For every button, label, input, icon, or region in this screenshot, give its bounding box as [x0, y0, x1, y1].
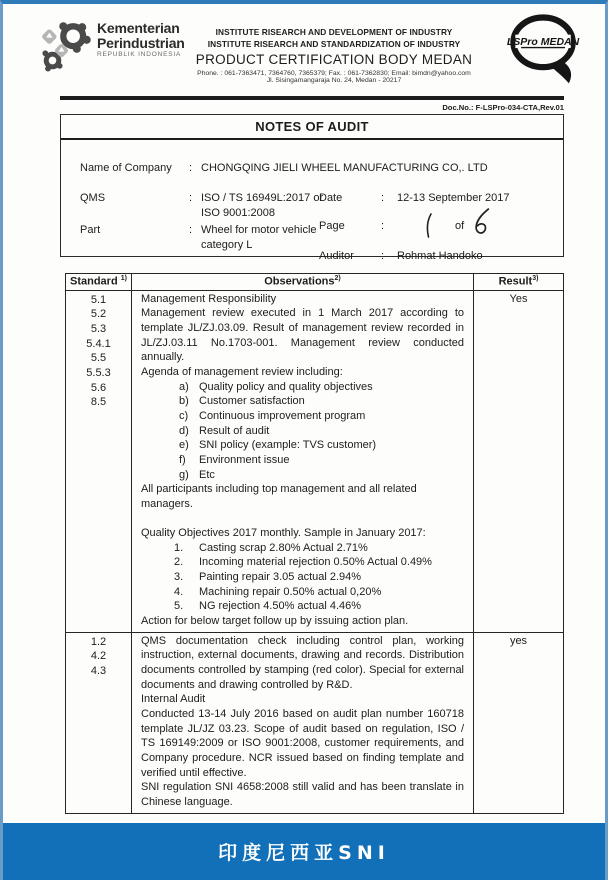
list-item-text: Customer satisfaction	[199, 395, 305, 408]
standard-list	[66, 633, 131, 679]
observation-paragraph: SNI regulation SNI 4658:2008 still valid and has been translate in Chinese language.	[141, 781, 464, 808]
standard-number: 5.4.1	[86, 337, 111, 350]
result-cell	[474, 633, 563, 813]
header-divider	[60, 96, 564, 100]
audit-form	[61, 140, 563, 262]
result-header-text: Result	[498, 275, 533, 288]
standard-number: 1.2	[90, 635, 107, 648]
result-header-footnote: 3)	[532, 275, 539, 282]
result-value: yes	[509, 634, 528, 647]
list-item-text: Painting repair 3.05 actual 2.94%	[199, 571, 362, 584]
audit-table-body	[66, 291, 563, 813]
institute-title-block	[173, 26, 495, 84]
standard-cell	[66, 291, 132, 632]
letterhead	[3, 4, 605, 96]
auditor-colon: :	[381, 250, 385, 262]
observation-spacer	[141, 512, 464, 527]
observation-paragraph: Management review executed in 1 March 2017 according to template JL/ZJ.03.09. Result of management review recorded in JL/ZJ.03.11 No.1703-001. Management review conducted annually.	[141, 307, 464, 364]
standard-number: 4.3	[90, 665, 107, 678]
observations-header-text: Observations	[264, 275, 335, 288]
standard-header-text: Standard	[70, 275, 118, 288]
observation-list-item	[141, 409, 464, 424]
handwritten-page-total	[470, 205, 491, 239]
observation-paragraph: Action for below target follow up by issuing action plan.	[141, 615, 409, 628]
part-value-line2: category L	[201, 239, 253, 251]
list-item-text: Continuous improvement program	[199, 409, 366, 422]
list-marker: d)	[179, 424, 189, 437]
observation-paragraph: All participants including top management and all related managers.	[141, 483, 417, 510]
qms-colon: :	[189, 192, 193, 204]
standard-number: 5.6	[90, 381, 107, 394]
standard-number: 8.5	[90, 396, 107, 409]
observation-list-item	[141, 468, 464, 483]
observations-cell	[132, 291, 474, 632]
list-item-text: Incoming material rejection 0.50% Actual 0.49%	[199, 556, 432, 569]
ministry-gears-logo-icon	[39, 18, 93, 76]
standard-column-header	[66, 274, 132, 290]
observation-list-item	[141, 570, 464, 585]
result-cell	[474, 291, 563, 632]
standard-number: 4.2	[90, 650, 107, 663]
list-marker: 3.	[174, 571, 184, 584]
company-value: CHONGQING JIELI WHEEL MANUFACTURING CO,. LTD	[201, 162, 488, 174]
audit-table	[65, 273, 564, 814]
observation-list-item	[141, 541, 464, 556]
list-item-text: Result of audit	[199, 424, 270, 437]
ministry-name-line1: Kementerian	[97, 20, 180, 36]
part-label: Part	[80, 224, 101, 236]
page-label: Page	[319, 220, 345, 232]
standard-cell	[66, 633, 132, 813]
observation-paragraph: Conducted 13-14 July 2016 based on audit plan number 160718 template JL/JZ 03.23. Scope of audit based on regulation, ISO / TS 169149:2009 or ISO 9001:2008, customer requirements, and Company procedure. NCR issued based on finding template and verified until effective.	[141, 708, 464, 779]
qms-value-line2: ISO 9001:2008	[201, 207, 276, 219]
observation-list-item	[141, 380, 464, 395]
standard-list	[66, 291, 131, 410]
observation-list-item	[141, 438, 464, 453]
bottom-banner	[3, 823, 605, 880]
date-label: Date	[319, 192, 343, 204]
standard-number: 5.2	[90, 308, 107, 321]
list-item-text: Etc	[199, 468, 215, 481]
lspro-medan-stamp-icon	[501, 10, 587, 88]
standard-header-footnote: 1)	[120, 275, 127, 282]
part-colon: :	[189, 224, 193, 236]
list-item-text: Machining repair 0.50% actual 0,20%	[199, 585, 382, 598]
stamp-text: LSPro MEDAN	[506, 36, 580, 49]
observation-list-item	[141, 555, 464, 570]
observation-list-item	[141, 599, 464, 614]
date-colon: :	[381, 192, 385, 204]
list-marker: 5.	[174, 600, 184, 613]
qms-value-line1: ISO / TS 16949L:2017 or	[201, 192, 324, 204]
list-marker: b)	[179, 395, 189, 408]
qms-label: QMS	[80, 192, 106, 204]
observation-paragraph: Internal Audit	[141, 693, 206, 706]
result-value: Yes	[509, 292, 528, 305]
observations-cell	[132, 633, 474, 813]
observation-list-item	[141, 424, 464, 439]
result-column-header	[474, 274, 563, 290]
standard-number: 5.1	[90, 293, 107, 306]
list-item-text: Environment issue	[199, 453, 290, 466]
standard-number: 5.5	[90, 352, 107, 365]
observation-paragraph: QMS documentation check including control plan, working instruction, external documents, drawing and records. Distribution documents controlled by stamping (red color). Special for external documents and drawing controlled by R&D.	[141, 634, 464, 691]
banner-text: 印度尼西亚SNI	[218, 842, 390, 864]
list-item-text: Quality policy and quality objectives	[199, 380, 373, 393]
doc-number: Doc.No.: F-LSPro-034-CTA,Rev.01	[442, 103, 564, 112]
table-row	[66, 291, 563, 633]
observation-paragraph: Management Responsibility	[141, 292, 277, 305]
list-marker: g)	[179, 468, 189, 481]
list-marker: 2.	[174, 556, 184, 569]
list-item-text: SNI policy (example: TVS customer)	[199, 439, 377, 452]
observation-paragraph: Agenda of management review including:	[141, 365, 343, 378]
observations-header-footnote: 2)	[334, 275, 341, 282]
notes-of-audit-box	[60, 114, 564, 262]
observation-list-item	[141, 585, 464, 600]
standard-number: 5.3	[90, 322, 107, 335]
list-marker: e)	[179, 439, 189, 452]
contact-line: Phone. : 061-7363471, 7364760, 7365379; Fax. : 061-7362830; Email: bimdn@yahoo.com	[197, 70, 471, 78]
institute-line2: INSTITUTE RISEARCH AND STANDARDIZATION OF INDUSTRY	[207, 39, 461, 50]
audit-table-header	[66, 274, 563, 291]
list-marker: a)	[179, 380, 189, 393]
company-colon: :	[189, 162, 193, 174]
observation-list-item	[141, 394, 464, 409]
company-label: Name of Company	[80, 162, 172, 174]
list-item-text: Casting scrap 2.80% Actual 2.71%	[199, 541, 368, 554]
list-marker: 4.	[174, 585, 184, 598]
page-title: NOTES OF AUDIT	[255, 119, 369, 134]
certification-body-name: PRODUCT CERTIFICATION BODY MEDAN	[195, 52, 473, 68]
date-value: 12-13 September 2017	[397, 192, 510, 204]
page-colon: :	[381, 220, 385, 232]
list-item-text: NG rejection 4.50% actual 4.46%	[199, 600, 362, 613]
auditor-value: Rohmat Handoko	[397, 250, 483, 262]
list-marker: c)	[179, 409, 189, 422]
address-line: Jl. Sisingamangaraja No. 24, Medan - 20217	[266, 77, 402, 85]
ministry-name-block	[97, 21, 185, 59]
observation-paragraph: Quality Objectives 2017 monthly. Sample in January 2017:	[141, 527, 426, 540]
part-value-line1: Wheel for motor vehicle	[201, 224, 317, 236]
list-marker: 1.	[174, 541, 184, 554]
table-row	[66, 633, 563, 813]
audit-title-row	[61, 115, 563, 140]
ministry-name-line2: Perindustrian	[97, 34, 185, 51]
ministry-name-line3: REPUBLIK INDONESIA	[97, 51, 182, 59]
observations-column-header	[132, 274, 474, 290]
observation-list-item	[141, 453, 464, 468]
standard-number: 5.5.3	[86, 366, 111, 379]
auditor-label: Auditor	[319, 250, 354, 262]
handwritten-page-current	[423, 212, 434, 239]
institute-line1: INSTITUTE RISEARCH AND DEVELOPMENT OF INDUSTRY	[215, 27, 453, 37]
list-marker: f)	[179, 453, 186, 466]
page-of-text: of	[455, 220, 465, 232]
